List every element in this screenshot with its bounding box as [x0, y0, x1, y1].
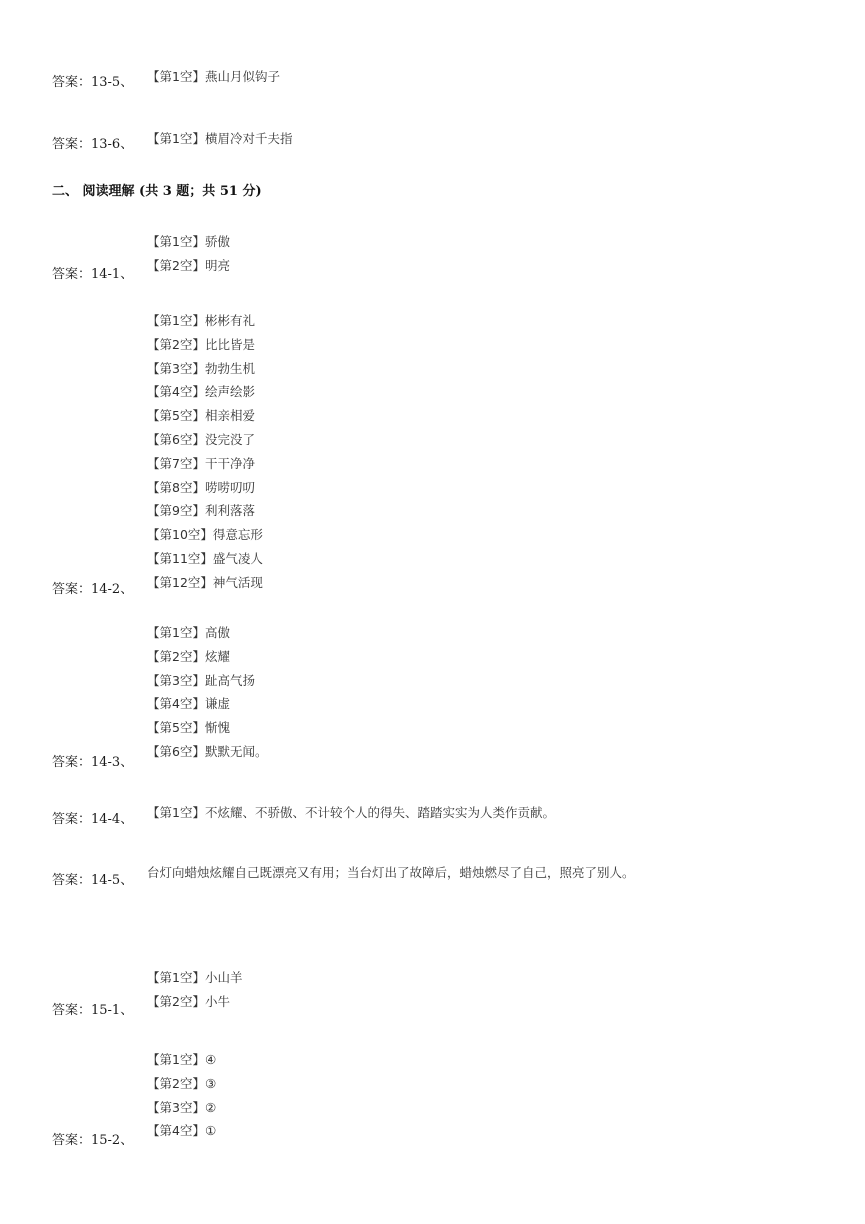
blank-item: 【第2空】③ — [147, 1075, 217, 1091]
blank-item: 【第6空】默默无闻。 — [147, 743, 268, 759]
answer-label-13-5: 答案：13-5、 — [52, 75, 134, 90]
answer-text-14-4: 【第1空】不炫耀、不骄傲、不计较个人的得失、踏踏实实为人类作贡献。 — [147, 805, 555, 820]
answer-blanks-15-1 — [147, 966, 242, 1014]
answer-blanks-14-3 — [147, 621, 267, 764]
blank-item: 【第2空】炫耀 — [147, 648, 230, 664]
blank-item: 【第3空】趾高气扬 — [147, 672, 255, 688]
answer-label-14-4: 答案：14-4、 — [52, 812, 134, 827]
answer-label-15-1: 答案：15-1、 — [52, 1003, 134, 1018]
blank-item: 【第9空】利利落落 — [147, 503, 255, 519]
blank-item: 【第7空】干干净净 — [147, 455, 255, 471]
blank-item: 【第1空】骄傲 — [147, 234, 230, 249]
answer-label-15-2: 答案：15-2、 — [52, 1133, 134, 1148]
blank-item: 【第2空】小牛 — [147, 993, 230, 1009]
blank-item: 【第5空】相亲相爱 — [147, 408, 255, 424]
blank-item: 【第8空】唠唠叨叨 — [147, 479, 255, 495]
answer-label-13-6: 答案：13-6、 — [52, 137, 134, 152]
blank-item: 【第4空】谦虚 — [147, 696, 230, 712]
blank-item: 【第4空】① — [147, 1123, 217, 1139]
answer-label-14-3: 答案：14-3、 — [52, 755, 134, 770]
answer-text-13-6: 【第1空】横眉冷对千夫指 — [147, 131, 293, 146]
answer-text-14-5: 台灯向蜡烛炫耀自己既漂亮又有用；当台灯出了故障后，蜡烛燃尽了自己，照亮了别人。 — [147, 865, 635, 880]
blank-item: 【第1空】小山羊 — [147, 970, 243, 985]
blank-item: 【第5空】惭愧 — [147, 720, 230, 736]
blank-item: 【第1空】④ — [147, 1052, 217, 1067]
blank-item: 【第2空】比比皆是 — [147, 336, 255, 352]
blank-item: 【第1空】高傲 — [147, 625, 230, 640]
blank-item: 【第11空】盛气凌人 — [147, 550, 263, 566]
blank-item: 【第10空】得意忘形 — [147, 527, 263, 543]
blank-item: 【第3空】勃勃生机 — [147, 360, 255, 376]
answer-label-14-1: 答案：14-1、 — [52, 267, 134, 282]
answer-blanks-15-2 — [147, 1048, 216, 1143]
answer-label-14-5: 答案：14-5、 — [52, 873, 134, 888]
section-heading: 二、 阅读理解 (共 3 题；共 51 分) — [52, 184, 262, 199]
answer-blanks-14-2 — [147, 309, 263, 595]
blank-item: 【第12空】神气活现 — [147, 574, 263, 590]
answer-text-13-5: 【第1空】燕山月似钩子 — [147, 69, 280, 84]
blank-item: 【第4空】绘声绘影 — [147, 384, 255, 400]
blank-item: 【第1空】彬彬有礼 — [147, 313, 255, 328]
blank-item: 【第2空】明亮 — [147, 257, 230, 273]
answer-blanks-14-1 — [147, 230, 230, 278]
answer-label-14-2: 答案：14-2、 — [52, 582, 134, 597]
blank-item: 【第3空】② — [147, 1099, 217, 1115]
blank-item: 【第6空】没完没了 — [147, 431, 255, 447]
